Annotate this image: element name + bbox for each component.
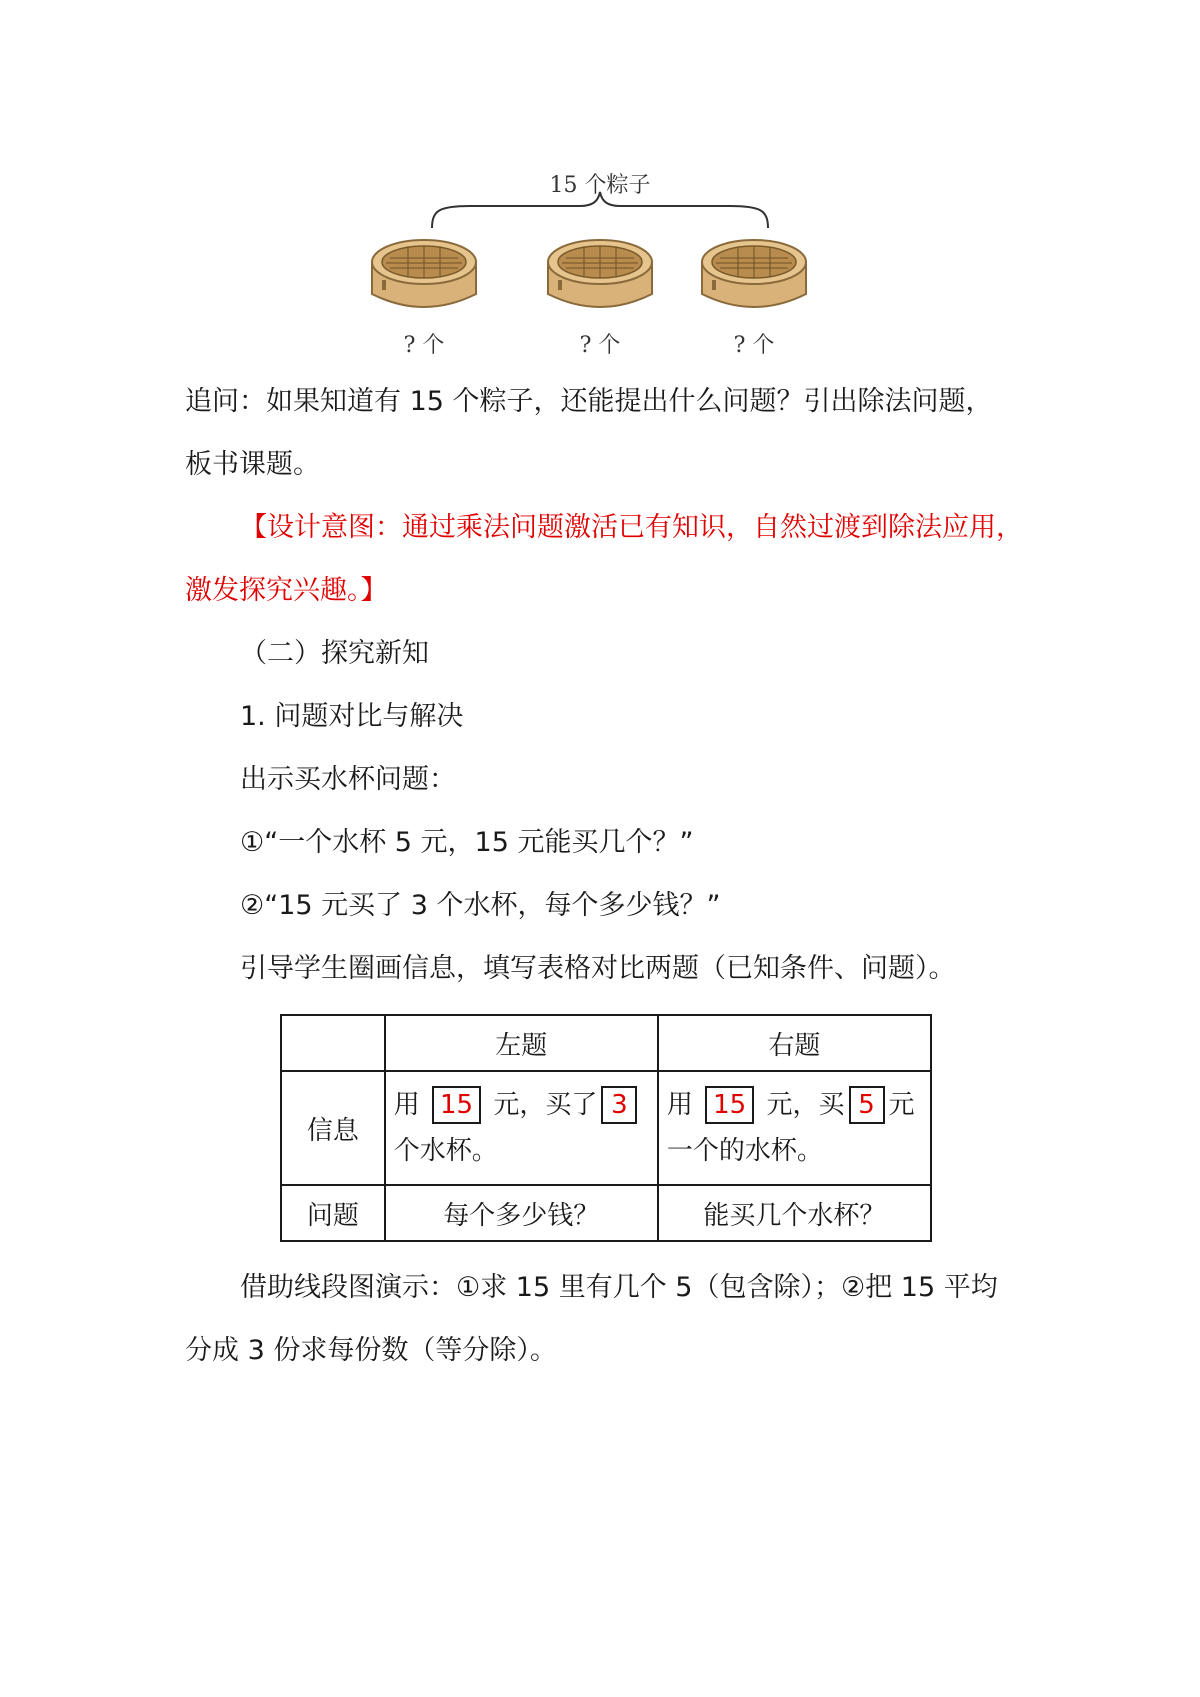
right-info-text: 元，买 (766, 1090, 845, 1120)
table-header-row (281, 1015, 931, 1071)
left-info-text: 个水杯。 (393, 1136, 498, 1166)
design-intent-line1: 【设计意图：通过乘法问题激活已有知识，自然过渡到除法应用， (240, 512, 1023, 543)
demo-line2: 分成 3 份求每份数（等分除）。 (185, 1335, 557, 1366)
paragraph-followup-line1: 追问：如果知道有 15 个粽子，还能提出什么问题？引出除法问题， (185, 386, 993, 417)
left-info-cell (385, 1071, 658, 1185)
design-intent-line2: 激发探究兴趣。】 (185, 575, 388, 606)
problem-1: ①“一个水杯 5 元，15 元能买几个？” (240, 827, 694, 858)
demo-line1: 借助线段图演示：①求 15 里有几个 5（包含除）；②把 15 平均 (240, 1272, 998, 1303)
table-header-cell (281, 1015, 385, 1071)
left-info-text: 用 (393, 1090, 420, 1120)
section-heading: （二）探究新知 (240, 638, 429, 669)
figure-label-2: ? 个 (579, 333, 621, 358)
table-header-left: 左题 (385, 1015, 658, 1071)
steamer-basket-icon (368, 228, 480, 318)
right-info-box-price: 5 (849, 1086, 885, 1124)
info-label: 信息 (281, 1071, 385, 1185)
sub-heading: 1. 问题对比与解决 (240, 701, 464, 732)
figure-label-1: ? 个 (403, 333, 445, 358)
table-header-right: 右题 (658, 1015, 931, 1071)
left-info-text: 元，买了 (493, 1090, 598, 1120)
figure-label-3: ? 个 (733, 333, 775, 358)
left-info-box-count: 3 (601, 1086, 637, 1124)
problem-2: ②“15 元买了 3 个水杯，每个多少钱？” (240, 890, 721, 921)
steamer-basket-icon (544, 228, 656, 318)
right-info-text: 元 (888, 1090, 915, 1120)
right-info-box-money: 15 (705, 1086, 754, 1124)
show-problem-text: 出示买水杯问题： (240, 764, 456, 795)
left-question: 每个多少钱？ (385, 1185, 658, 1241)
table-row (281, 1185, 931, 1241)
paragraph-followup-line2: 板书课题。 (185, 449, 320, 480)
table-row (281, 1071, 931, 1185)
left-info-box-money: 15 (432, 1086, 481, 1124)
figure-caption: 15 个粽子 (549, 173, 651, 198)
right-info-cell (658, 1071, 931, 1185)
steamer-basket-icon (698, 228, 810, 318)
right-question: 能买几个水杯？ (658, 1185, 931, 1241)
guide-text: 引导学生圈画信息，填写表格对比两题（已知条件、问题）。 (240, 953, 956, 984)
comparison-table (280, 1014, 932, 1242)
dumpling-figure (380, 160, 820, 360)
question-label: 问题 (281, 1185, 385, 1241)
right-info-text: 用 (666, 1090, 693, 1120)
right-info-text: 一个的水杯。 (666, 1136, 823, 1166)
